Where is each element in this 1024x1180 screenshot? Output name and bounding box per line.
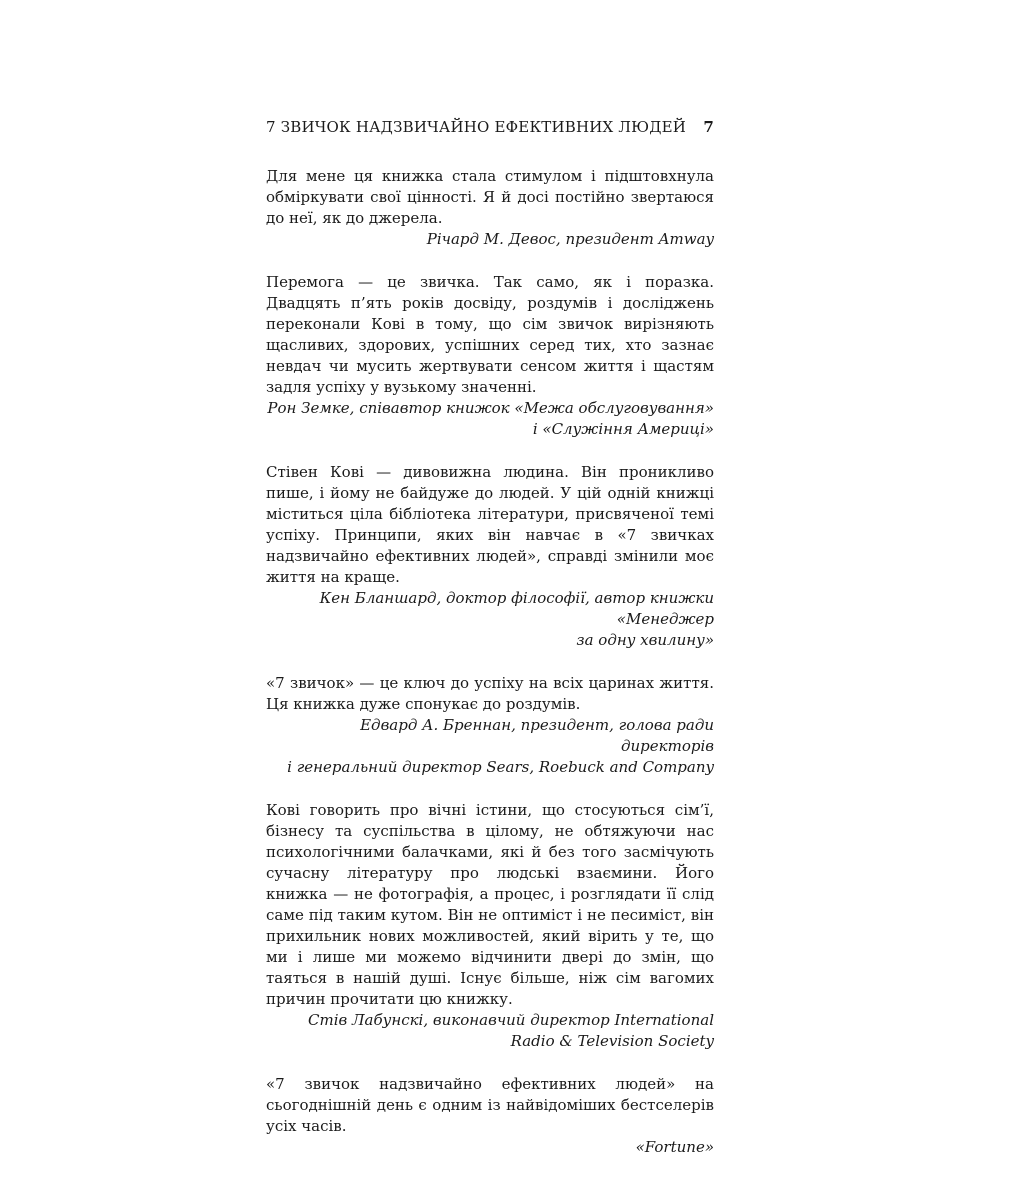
quote-block (266, 673, 714, 778)
author-line: Radio & Television Society (510, 1032, 714, 1050)
quote-author (266, 1137, 714, 1158)
quote-text: Кові говорить про вічні істини, що стосуються сім’ї, бізнесу та суспільства в цілому, не обтяжуючи нас психологічними балачками, які й без того засмічують сучасну літературу про людські взаємини. Його книжка — не фотографія, а процес, і розглядати її слід саме під таким кутом. Він не оптиміст і не песиміст, він прихильник нових можливостей, який вірить у те, що ми і лише ми можемо відчинити двері до змін, що таяться в нашій душі. Існує більше, ніж сім вагомих причин прочитати цю книжку. (266, 801, 714, 1008)
author-line: Кен Бланшард, доктор філософії, автор книжки «Менеджер (319, 589, 714, 628)
quote-text: «7 звичок» — це ключ до успіху на всіх царинах життя. Ця книжка дуже спонукає до роздумів. (266, 674, 714, 713)
running-title: 7 ЗВИЧОК НАДЗВИЧАЙНО ЕФЕКТИВНИХ ЛЮДЕЙ (266, 118, 687, 136)
running-header (266, 112, 714, 140)
author-line: Рон Земке, співавтор книжок «Межа обслуговування» (267, 399, 714, 417)
author-line: «Fortune» (635, 1138, 714, 1156)
praise-quotes (266, 166, 714, 1158)
quote-author (266, 229, 714, 250)
quote-text: «7 звичок надзвичайно ефективних людей» на сьогоднішній день є одним із найвідоміших бестселерів усіх часів. (266, 1075, 714, 1135)
author-line: Едвард А. Бреннан, президент, голова ради директорів (360, 716, 714, 755)
quote-author (266, 398, 714, 440)
book-page (266, 112, 714, 1180)
quote-block (266, 166, 714, 250)
quote-author (266, 715, 714, 778)
quote-text: Стівен Кові — дивовижна людина. Він проникливо пише, і йому не байдуже до людей. У цій одній книжці міститься ціла бібліотека літератури, присвяченої темі успіху. Принципи, яких він навчає в «7 звичках надзвичайно ефективних людей», справді змінили моє життя на краще. (266, 463, 714, 586)
author-line: і генеральний директор Sears, Roebuck and Company (287, 758, 714, 776)
page-number: 7 (703, 118, 714, 136)
quote-text: Для мене ця книжка стала стимулом і підштовхнула обміркувати свої цінності. Я й досі постійно звертаюся до неї, як до джерела. (266, 167, 714, 227)
quote-text: Перемога — це звичка. Так само, як і поразка. Двадцять п’ять років досвіду, роздумів і досліджень переконали Кові в тому, що сім звичок вирізняють щасливих, здорових, успішних серед тих, хто зазнає невдач чи мусить жертвувати сенсом життя і щастям задля успіху у вузькому значенні. (266, 273, 714, 396)
author-line: Річард М. Девос, президент Amway (426, 230, 714, 248)
author-line: Стів Лабунскі, виконавчий директор International (308, 1011, 714, 1029)
quote-block (266, 462, 714, 651)
author-line: за одну хвилину» (576, 631, 714, 649)
quote-block (266, 1074, 714, 1158)
quote-block (266, 800, 714, 1052)
author-line: і «Служіння Америці» (532, 420, 714, 438)
quote-author (266, 588, 714, 651)
quote-block (266, 272, 714, 440)
quote-author (266, 1010, 714, 1052)
